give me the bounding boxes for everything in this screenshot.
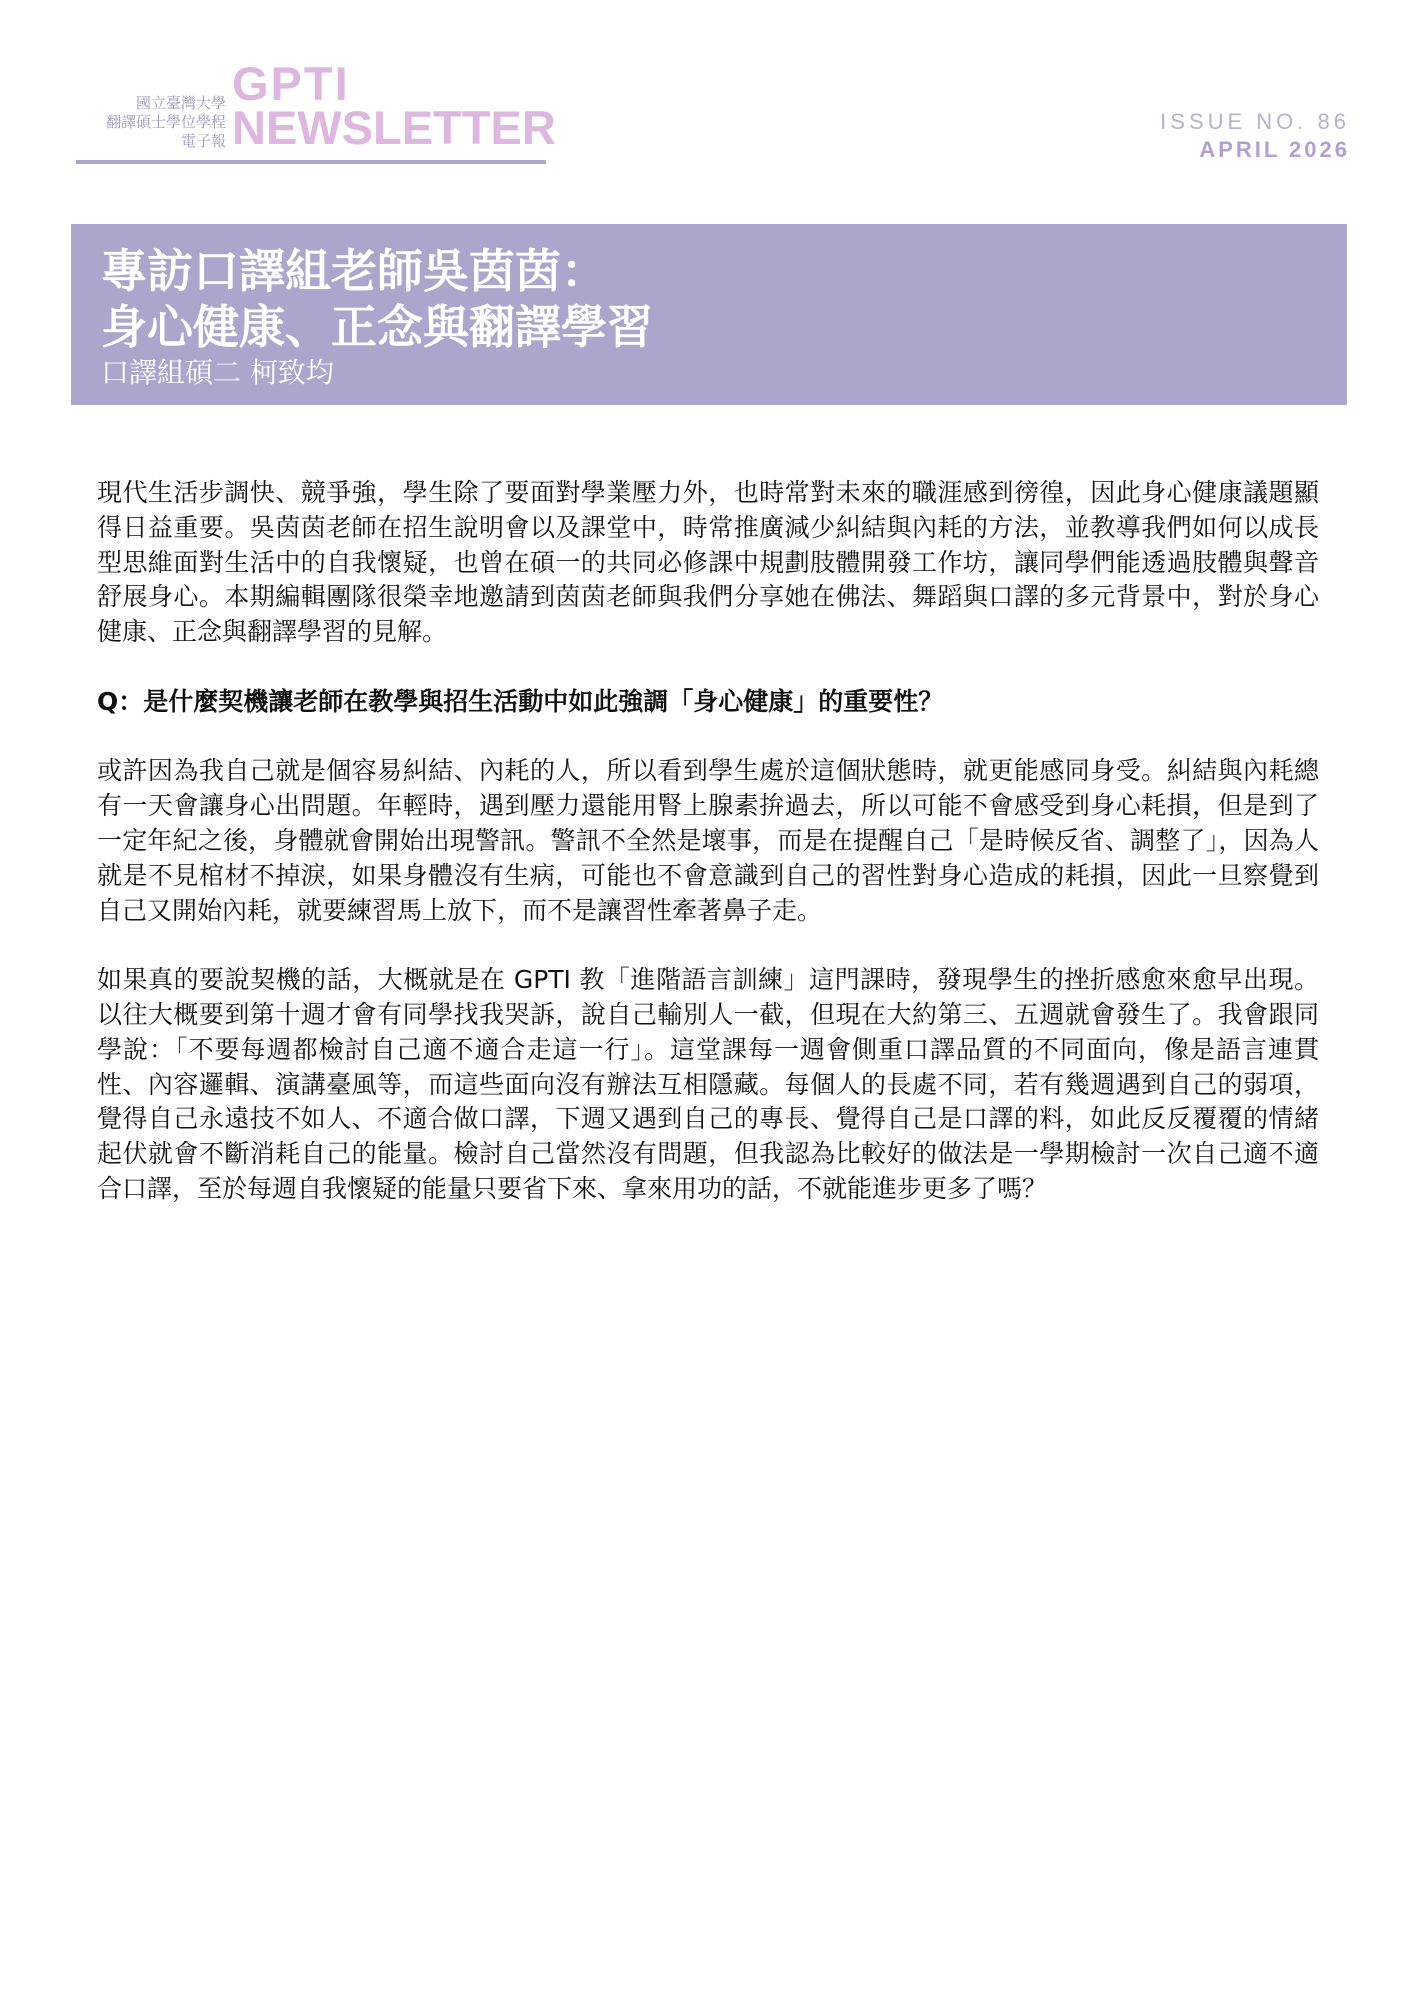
- newsletter-logo: [232, 57, 556, 154]
- intro-paragraph: 現代生活步調快、競爭強，學生除了要面對學業壓力外，也時常對未來的職涯感到徬徨，因此身心健康議題顯得日益重要。吳茵茵老師在招生說明會以及課堂中，時常推廣減少糾結與內耗的方法，並教導我們如何以成長型思維面對生活中的自我懷疑，也曾在碩一的共同必修課中規劃肢體開發工作坊，讓同學們能透過肢體與聲音舒展身心。本期編輯團隊很榮幸地邀請到茵茵老師與我們分享她在佛法、舞蹈與口譯的多元背景中，對於身心健康、正念與翻譯學習的見解。: [97, 478, 1319, 647]
- article-title-banner: [71, 224, 1347, 405]
- university-name: [106, 94, 226, 151]
- masthead-divider: [76, 160, 546, 164]
- issue-info: [1160, 108, 1350, 164]
- article-title-line-2: 身心健康、正念與翻譯學習: [101, 300, 653, 354]
- university-line: 國立臺灣大學: [135, 94, 226, 112]
- logo-gpti: GPTI: [232, 57, 350, 110]
- answer-paragraph: 或許因為我自己就是個容易糾結、內耗的人，所以看到學生處於這個狀態時，就更能感同身受。糾結與內耗總有一天會讓身心出問題。年輕時，遇到壓力還能用腎上腺素拚過去，所以可能不會感受到身心耗損，但是到了一定年紀之後，身體就會開始出現警訊。警訊不全然是壞事，而是在提醒自己「是時候反省、調整了」，因為人就是不見棺材不掉淚，如果身體沒有生病，可能也不會意識到自己的習性對身心造成的耗損，因此一旦察覺到自己又開始內耗，就要練習馬上放下，而不是讓習性牽著鼻子走。: [97, 756, 1319, 925]
- newsletter-masthead: [76, 57, 556, 166]
- issue-number: ISSUE NO. 86: [1160, 109, 1350, 134]
- issue-date: APRIL 2026: [1199, 137, 1350, 162]
- article-byline: 口譯組碩二 柯致均: [101, 356, 334, 389]
- newsletter-label: 電子報: [180, 132, 226, 150]
- logo-newsletter: NEWSLETTER: [232, 101, 556, 154]
- answer-paragraph: 如果真的要說契機的話，大概就是在 GPTI 教「進階語言訓練」這門課時，發現學生的挫折感愈來愈早出現。以往大概要到第十週才會有同學找我哭訴，說自己輸別人一截，但現在大約第三、五週就會發生了。我會跟同學說：「不要每週都檢討自己適不適合走這一行」。這堂課每一週會側重口譯品質的不同面向，像是語言連貫性、內容邏輯、演講臺風等，而這些面向沒有辦法互相隱藏。每個人的長處不同，若有幾週遇到自己的弱項，覺得自己永遠技不如人、不適合做口譯，下週又遇到自己的專長、覺得自己是口譯的料，如此反反覆覆的情緒起伏就會不斷消耗自己的能量。檢討自己當然沒有問題，但我認為比較好的做法是一學期檢討一次自己適不適合口譯，至於每週自我懷疑的能量只要省下來、拿來用功的話，不就能進步更多了嗎？: [97, 965, 1319, 1203]
- program-line: 翻譯碩士學位學程: [105, 113, 226, 131]
- article-body: [97, 476, 1319, 1242]
- interview-question: Q：是什麼契機讓老師在教學與招生活動中如此強調「身心健康」的重要性？: [97, 686, 944, 716]
- article-title-line-1: 專訪口譯組老師吳茵茵：: [101, 244, 607, 298]
